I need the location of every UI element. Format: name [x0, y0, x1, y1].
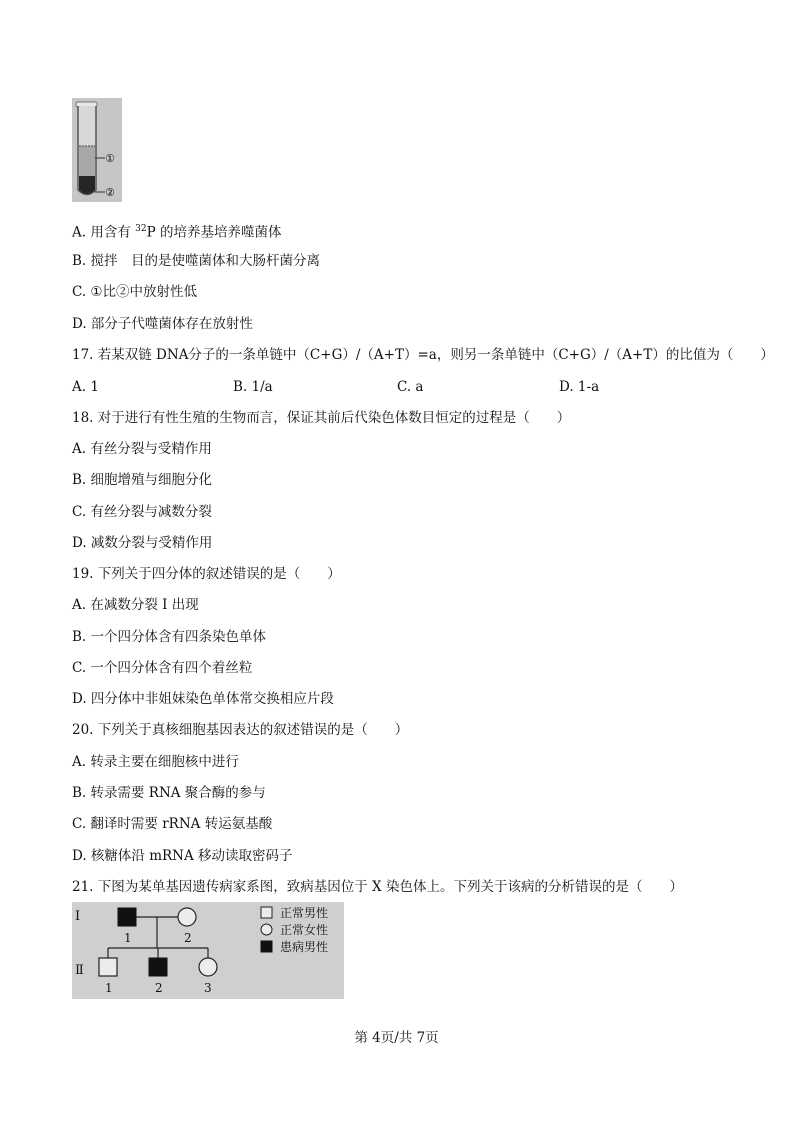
- q17-options: [72, 378, 712, 396]
- gen2-normal-female: [199, 958, 217, 976]
- q17-option-c: C. a: [397, 379, 424, 395]
- q19-option-a: A. 在减数分裂 I 出现: [72, 597, 199, 613]
- q17-option-a: A. 1: [72, 379, 99, 395]
- q18-stem: 18. 对于进行有性生殖的生物而言，保证其前后代染色体数目恒定的过程是（ ）: [72, 410, 571, 426]
- tube-label-1: ①: [105, 152, 115, 165]
- gen1-affected-male: [118, 908, 136, 926]
- gen-label-1: I: [75, 909, 81, 924]
- q18-option-a: A. 有丝分裂与受精作用: [72, 441, 212, 457]
- gen2-affected-male: [149, 958, 167, 976]
- gen1-normal-female: [178, 908, 196, 926]
- legend-normal-male-icon: [261, 907, 272, 918]
- q16-option-a: A. 用含有 $^{32}$P 的培养基培养噬菌体: [72, 224, 282, 241]
- q21-stem: 21. 下图为某单基因遗传病家系图，致病基因位于 X 染色体上。下列关于该病的分析错误的是（ ）: [72, 879, 683, 895]
- gen2-normal-male: [99, 958, 117, 976]
- q20-option-d: D. 核糖体沿 mRNA 移动读取密码子: [72, 848, 293, 864]
- q20-stem: 20. 下列关于真核细胞基因表达的叙述错误的是（ ）: [72, 722, 409, 738]
- q19-option-c: C. 一个四分体含有四个着丝粒: [72, 660, 253, 676]
- q17-option-b: B. 1/a: [233, 379, 273, 395]
- legend-affected-male-icon: [261, 941, 272, 952]
- legend-normal-female-icon: [261, 924, 272, 935]
- legend-normal-male: 正常男性: [280, 906, 329, 920]
- q19-option-b: B. 一个四分体含有四条染色单体: [72, 629, 267, 645]
- q20-option-a: A. 转录主要在细胞核中进行: [72, 754, 239, 770]
- test-tube-figure: [72, 98, 122, 202]
- tube-label-2: ②: [105, 186, 115, 199]
- q17-stem: 17. 若某双链 DNA分子的一条单链中（C+G）/（A+T）=a，则另一条单链中（C+G）/（A+T）的比值为（ ）: [72, 347, 774, 363]
- q18-option-b: B. 细胞增殖与细胞分化: [72, 472, 213, 488]
- gen2-number-3: 3: [204, 981, 212, 995]
- page-footer: 第 4页/共 7页: [354, 1030, 439, 1046]
- gen2-number-2: 2: [155, 981, 163, 995]
- gen2-number-1: 1: [105, 981, 113, 995]
- q17-option-d: D. 1-a: [559, 379, 600, 395]
- q16-option-d: D. 部分子代噬菌体存在放射性: [72, 316, 253, 332]
- q16-option-b: B. 搅拌 目的是使噬菌体和大肠杆菌分离: [72, 253, 321, 269]
- q20-option-c: C. 翻译时需要 rRNA 转运氨基酸: [72, 816, 273, 832]
- q18-option-c: C. 有丝分裂与减数分裂: [72, 504, 212, 520]
- q20-option-b: B. 转录需要 RNA 聚合酶的参与: [72, 785, 266, 801]
- gen1-number-1: 1: [124, 931, 132, 945]
- gen1-number-2: 2: [184, 931, 192, 945]
- q19-option-d: D. 四分体中非姐妹染色单体常交换相应片段: [72, 691, 334, 707]
- q19-stem: 19. 下列关于四分体的叙述错误的是（ ）: [72, 566, 341, 582]
- legend-normal-female: 正常女性: [280, 923, 329, 937]
- test-tube-drawing: [72, 98, 122, 202]
- gen-label-2: Ⅱ: [75, 963, 84, 978]
- q18-option-d: D. 减数分裂与受精作用: [72, 535, 213, 551]
- pedigree-figure: [72, 902, 344, 999]
- pedigree-chart: [72, 902, 344, 999]
- q16-option-c: C. ①比②中放射性低: [72, 284, 198, 300]
- legend-affected-male: 患病男性: [280, 940, 329, 954]
